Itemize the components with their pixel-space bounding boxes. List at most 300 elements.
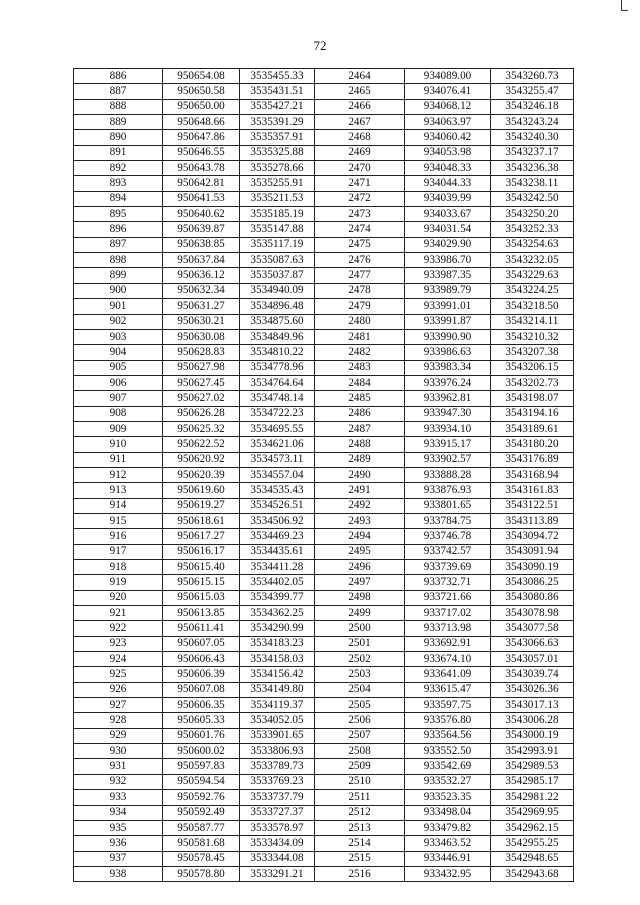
y-coordinate-left-cell: 3533434.09 [240, 836, 315, 851]
y-coordinate-right-cell: 3543122.51 [491, 498, 574, 513]
y-coordinate-right-cell: 3543224.25 [491, 283, 574, 298]
x-coordinate-right-cell: 933479.82 [405, 820, 491, 835]
point-number-right-cell: 2506 [315, 713, 405, 728]
point-number-right-cell: 2467 [315, 115, 405, 130]
point-number-right-cell: 2480 [315, 314, 405, 329]
x-coordinate-left-cell: 950627.02 [163, 391, 240, 406]
y-coordinate-left-cell: 3534778.96 [240, 360, 315, 375]
y-coordinate-right-cell: 3543238.11 [491, 176, 574, 191]
point-number-right-cell: 2474 [315, 222, 405, 237]
x-coordinate-left-cell: 950578.80 [163, 866, 240, 881]
table-row [74, 130, 574, 145]
point-number-left-cell: 902 [74, 314, 163, 329]
point-number-right-cell: 2507 [315, 728, 405, 743]
point-number-right-cell: 2481 [315, 329, 405, 344]
y-coordinate-left-cell: 3534149.80 [240, 682, 315, 697]
x-coordinate-right-cell: 934068.12 [405, 99, 491, 114]
x-coordinate-left-cell: 950620.92 [163, 452, 240, 467]
x-coordinate-left-cell: 950627.45 [163, 375, 240, 390]
x-coordinate-left-cell: 950638.85 [163, 237, 240, 252]
point-number-left-cell: 899 [74, 268, 163, 283]
y-coordinate-right-cell: 3543236.38 [491, 161, 574, 176]
y-coordinate-left-cell: 3535455.33 [240, 69, 315, 84]
y-coordinate-left-cell: 3534158.03 [240, 652, 315, 667]
point-number-right-cell: 2492 [315, 498, 405, 513]
table-row [74, 115, 574, 130]
x-coordinate-right-cell: 933742.57 [405, 544, 491, 559]
point-number-right-cell: 2493 [315, 513, 405, 528]
x-coordinate-right-cell: 933934.10 [405, 421, 491, 436]
point-number-left-cell: 933 [74, 790, 163, 805]
table-row [74, 69, 574, 84]
point-number-left-cell: 905 [74, 360, 163, 375]
x-coordinate-left-cell: 950605.33 [163, 713, 240, 728]
y-coordinate-left-cell: 3534695.55 [240, 421, 315, 436]
y-coordinate-left-cell: 3534573.11 [240, 452, 315, 467]
y-coordinate-left-cell: 3535147.88 [240, 222, 315, 237]
y-coordinate-left-cell: 3533901.65 [240, 728, 315, 743]
x-coordinate-left-cell: 950616.17 [163, 544, 240, 559]
x-coordinate-left-cell: 950627.98 [163, 360, 240, 375]
table-row [74, 237, 574, 252]
x-coordinate-left-cell: 950626.28 [163, 406, 240, 421]
x-coordinate-right-cell: 933542.69 [405, 759, 491, 774]
point-number-right-cell: 2473 [315, 207, 405, 222]
point-number-left-cell: 909 [74, 421, 163, 436]
x-coordinate-left-cell: 950611.41 [163, 621, 240, 636]
y-coordinate-right-cell: 3543078.98 [491, 606, 574, 621]
y-coordinate-right-cell: 3543194.16 [491, 406, 574, 421]
y-coordinate-right-cell: 3543066.63 [491, 636, 574, 651]
point-number-right-cell: 2465 [315, 84, 405, 99]
x-coordinate-right-cell: 933987.35 [405, 268, 491, 283]
y-coordinate-right-cell: 3543039.74 [491, 667, 574, 682]
y-coordinate-right-cell: 3542985.17 [491, 774, 574, 789]
point-number-left-cell: 916 [74, 529, 163, 544]
y-coordinate-right-cell: 3543237.17 [491, 145, 574, 160]
y-coordinate-right-cell: 3543080.86 [491, 590, 574, 605]
table-row [74, 345, 574, 360]
table-row [74, 529, 574, 544]
x-coordinate-right-cell: 934033.67 [405, 207, 491, 222]
point-number-left-cell: 892 [74, 161, 163, 176]
y-coordinate-left-cell: 3534290.99 [240, 621, 315, 636]
x-coordinate-right-cell: 933532.27 [405, 774, 491, 789]
y-coordinate-right-cell: 3542943.68 [491, 866, 574, 881]
x-coordinate-left-cell: 950639.87 [163, 222, 240, 237]
y-coordinate-right-cell: 3543210.32 [491, 329, 574, 344]
point-number-left-cell: 928 [74, 713, 163, 728]
y-coordinate-left-cell: 3534940.09 [240, 283, 315, 298]
x-coordinate-right-cell: 934029.90 [405, 237, 491, 252]
x-coordinate-left-cell: 950594.54 [163, 774, 240, 789]
point-number-left-cell: 935 [74, 820, 163, 835]
point-number-right-cell: 2505 [315, 698, 405, 713]
point-number-right-cell: 2483 [315, 360, 405, 375]
point-number-right-cell: 2496 [315, 560, 405, 575]
x-coordinate-left-cell: 950600.02 [163, 744, 240, 759]
y-coordinate-right-cell: 3543250.20 [491, 207, 574, 222]
y-coordinate-left-cell: 3534764.64 [240, 375, 315, 390]
y-coordinate-left-cell: 3535278.66 [240, 161, 315, 176]
x-coordinate-left-cell: 950646.55 [163, 145, 240, 160]
y-coordinate-right-cell: 3543057.01 [491, 652, 574, 667]
x-coordinate-right-cell: 933498.04 [405, 805, 491, 820]
point-number-left-cell: 936 [74, 836, 163, 851]
table-row [74, 268, 574, 283]
x-coordinate-right-cell: 933876.93 [405, 483, 491, 498]
y-coordinate-left-cell: 3534183.23 [240, 636, 315, 651]
point-number-right-cell: 2478 [315, 283, 405, 298]
y-coordinate-left-cell: 3534526.51 [240, 498, 315, 513]
y-coordinate-left-cell: 3534119.37 [240, 698, 315, 713]
x-coordinate-left-cell: 950578.45 [163, 851, 240, 866]
point-number-right-cell: 2491 [315, 483, 405, 498]
point-number-left-cell: 900 [74, 283, 163, 298]
y-coordinate-left-cell: 3534399.77 [240, 590, 315, 605]
table-row [74, 176, 574, 191]
point-number-left-cell: 907 [74, 391, 163, 406]
x-coordinate-right-cell: 934060.42 [405, 130, 491, 145]
y-coordinate-right-cell: 3543260.73 [491, 69, 574, 84]
point-number-left-cell: 929 [74, 728, 163, 743]
table-row [74, 759, 574, 774]
point-number-left-cell: 920 [74, 590, 163, 605]
table-row [74, 513, 574, 528]
x-coordinate-right-cell: 933976.24 [405, 375, 491, 390]
point-number-right-cell: 2476 [315, 253, 405, 268]
table-row [74, 682, 574, 697]
x-coordinate-right-cell: 934044.33 [405, 176, 491, 191]
point-number-right-cell: 2472 [315, 191, 405, 206]
point-number-left-cell: 891 [74, 145, 163, 160]
table-row [74, 575, 574, 590]
x-coordinate-right-cell: 933576.80 [405, 713, 491, 728]
y-coordinate-right-cell: 3543017.13 [491, 698, 574, 713]
y-coordinate-left-cell: 3534896.48 [240, 299, 315, 314]
point-number-right-cell: 2485 [315, 391, 405, 406]
point-number-right-cell: 2498 [315, 590, 405, 605]
y-coordinate-left-cell: 3535255.91 [240, 176, 315, 191]
table-row [74, 406, 574, 421]
y-coordinate-right-cell: 3542969.95 [491, 805, 574, 820]
point-number-left-cell: 911 [74, 452, 163, 467]
point-number-right-cell: 2512 [315, 805, 405, 820]
y-coordinate-left-cell: 3534748.14 [240, 391, 315, 406]
point-number-left-cell: 917 [74, 544, 163, 559]
point-number-right-cell: 2510 [315, 774, 405, 789]
point-number-left-cell: 890 [74, 130, 163, 145]
point-number-left-cell: 914 [74, 498, 163, 513]
x-coordinate-left-cell: 950625.32 [163, 421, 240, 436]
table-row [74, 207, 574, 222]
x-coordinate-left-cell: 950615.15 [163, 575, 240, 590]
point-number-right-cell: 2469 [315, 145, 405, 160]
x-coordinate-left-cell: 950637.84 [163, 253, 240, 268]
point-number-left-cell: 919 [74, 575, 163, 590]
table-row [74, 560, 574, 575]
x-coordinate-right-cell: 933721.66 [405, 590, 491, 605]
y-coordinate-left-cell: 3534506.92 [240, 513, 315, 528]
coordinates-table-body [74, 69, 574, 882]
corner-mark [621, 0, 628, 11]
y-coordinate-right-cell: 3543180.20 [491, 437, 574, 452]
y-coordinate-right-cell: 3543086.25 [491, 575, 574, 590]
y-coordinate-left-cell: 3535325.88 [240, 145, 315, 160]
y-coordinate-left-cell: 3533727.37 [240, 805, 315, 820]
x-coordinate-left-cell: 950648.66 [163, 115, 240, 130]
table-row [74, 774, 574, 789]
point-number-right-cell: 2479 [315, 299, 405, 314]
table-row [74, 329, 574, 344]
x-coordinate-left-cell: 950592.49 [163, 805, 240, 820]
point-number-right-cell: 2489 [315, 452, 405, 467]
point-number-left-cell: 895 [74, 207, 163, 222]
x-coordinate-right-cell: 933446.91 [405, 851, 491, 866]
y-coordinate-right-cell: 3543218.50 [491, 299, 574, 314]
x-coordinate-left-cell: 950615.03 [163, 590, 240, 605]
point-number-right-cell: 2475 [315, 237, 405, 252]
table-row [74, 820, 574, 835]
point-number-right-cell: 2503 [315, 667, 405, 682]
y-coordinate-left-cell: 3534722.23 [240, 406, 315, 421]
y-coordinate-left-cell: 3533789.73 [240, 759, 315, 774]
point-number-left-cell: 922 [74, 621, 163, 636]
x-coordinate-right-cell: 933523.35 [405, 790, 491, 805]
table-row [74, 283, 574, 298]
x-coordinate-right-cell: 933692.91 [405, 636, 491, 651]
point-number-left-cell: 897 [74, 237, 163, 252]
point-number-left-cell: 912 [74, 467, 163, 482]
y-coordinate-right-cell: 3543094.72 [491, 529, 574, 544]
y-coordinate-left-cell: 3534849.96 [240, 329, 315, 344]
point-number-right-cell: 2484 [315, 375, 405, 390]
point-number-left-cell: 915 [74, 513, 163, 528]
page-number: 72 [313, 38, 327, 53]
x-coordinate-right-cell: 934076.41 [405, 84, 491, 99]
y-coordinate-left-cell: 3534557.04 [240, 467, 315, 482]
point-number-left-cell: 930 [74, 744, 163, 759]
y-coordinate-right-cell: 3543189.61 [491, 421, 574, 436]
y-coordinate-left-cell: 3534810.22 [240, 345, 315, 360]
y-coordinate-right-cell: 3543090.19 [491, 560, 574, 575]
point-number-right-cell: 2513 [315, 820, 405, 835]
x-coordinate-left-cell: 950640.62 [163, 207, 240, 222]
point-number-right-cell: 2487 [315, 421, 405, 436]
point-number-right-cell: 2466 [315, 99, 405, 114]
x-coordinate-right-cell: 933902.57 [405, 452, 491, 467]
y-coordinate-left-cell: 3533578.97 [240, 820, 315, 835]
y-coordinate-right-cell: 3543113.89 [491, 513, 574, 528]
x-coordinate-left-cell: 950607.05 [163, 636, 240, 651]
y-coordinate-left-cell: 3533737.79 [240, 790, 315, 805]
x-coordinate-left-cell: 950630.21 [163, 314, 240, 329]
y-coordinate-left-cell: 3534875.60 [240, 314, 315, 329]
x-coordinate-left-cell: 950619.27 [163, 498, 240, 513]
x-coordinate-left-cell: 950606.39 [163, 667, 240, 682]
y-coordinate-right-cell: 3543026.36 [491, 682, 574, 697]
y-coordinate-right-cell: 3543206.15 [491, 360, 574, 375]
y-coordinate-left-cell: 3534621.06 [240, 437, 315, 452]
y-coordinate-left-cell: 3534435.61 [240, 544, 315, 559]
x-coordinate-right-cell: 933986.63 [405, 345, 491, 360]
x-coordinate-left-cell: 950613.85 [163, 606, 240, 621]
point-number-left-cell: 903 [74, 329, 163, 344]
y-coordinate-right-cell: 3543006.28 [491, 713, 574, 728]
table-row [74, 744, 574, 759]
x-coordinate-right-cell: 933990.90 [405, 329, 491, 344]
x-coordinate-right-cell: 933983.34 [405, 360, 491, 375]
x-coordinate-left-cell: 950650.58 [163, 84, 240, 99]
y-coordinate-right-cell: 3542981.22 [491, 790, 574, 805]
point-number-left-cell: 924 [74, 652, 163, 667]
y-coordinate-left-cell: 3533806.93 [240, 744, 315, 759]
x-coordinate-right-cell: 933713.98 [405, 621, 491, 636]
table-row [74, 698, 574, 713]
x-coordinate-right-cell: 933641.09 [405, 667, 491, 682]
point-number-right-cell: 2490 [315, 467, 405, 482]
x-coordinate-left-cell: 950636.12 [163, 268, 240, 283]
point-number-right-cell: 2468 [315, 130, 405, 145]
x-coordinate-right-cell: 933989.79 [405, 283, 491, 298]
point-number-left-cell: 896 [74, 222, 163, 237]
y-coordinate-right-cell: 3543207.38 [491, 345, 574, 360]
point-number-right-cell: 2500 [315, 621, 405, 636]
x-coordinate-left-cell: 950641.53 [163, 191, 240, 206]
y-coordinate-left-cell: 3535087.63 [240, 253, 315, 268]
x-coordinate-right-cell: 933801.65 [405, 498, 491, 513]
point-number-left-cell: 888 [74, 99, 163, 114]
x-coordinate-right-cell: 934048.33 [405, 161, 491, 176]
point-number-left-cell: 918 [74, 560, 163, 575]
table-row [74, 421, 574, 436]
y-coordinate-right-cell: 3543202.73 [491, 375, 574, 390]
y-coordinate-left-cell: 3533769.23 [240, 774, 315, 789]
point-number-left-cell: 906 [74, 375, 163, 390]
y-coordinate-left-cell: 3533344.08 [240, 851, 315, 866]
table-row [74, 222, 574, 237]
x-coordinate-right-cell: 933746.78 [405, 529, 491, 544]
table-row [74, 299, 574, 314]
table-row [74, 851, 574, 866]
table-row [74, 713, 574, 728]
y-coordinate-right-cell: 3543240.30 [491, 130, 574, 145]
point-number-right-cell: 2502 [315, 652, 405, 667]
y-coordinate-left-cell: 3534469.23 [240, 529, 315, 544]
y-coordinate-right-cell: 3543254.63 [491, 237, 574, 252]
x-coordinate-right-cell: 933915.17 [405, 437, 491, 452]
table-row [74, 636, 574, 651]
y-coordinate-right-cell: 3543000.19 [491, 728, 574, 743]
point-number-left-cell: 934 [74, 805, 163, 820]
y-coordinate-left-cell: 3534362.25 [240, 606, 315, 621]
y-coordinate-right-cell: 3543161.83 [491, 483, 574, 498]
y-coordinate-left-cell: 3535185.19 [240, 207, 315, 222]
y-coordinate-right-cell: 3542993.91 [491, 744, 574, 759]
point-number-left-cell: 923 [74, 636, 163, 651]
y-coordinate-right-cell: 3543246.18 [491, 99, 574, 114]
x-coordinate-right-cell: 933564.56 [405, 728, 491, 743]
table-row [74, 314, 574, 329]
x-coordinate-right-cell: 933784.75 [405, 513, 491, 528]
point-number-left-cell: 931 [74, 759, 163, 774]
point-number-right-cell: 2515 [315, 851, 405, 866]
point-number-left-cell: 926 [74, 682, 163, 697]
x-coordinate-left-cell: 950601.76 [163, 728, 240, 743]
point-number-right-cell: 2470 [315, 161, 405, 176]
table-row [74, 99, 574, 114]
x-coordinate-right-cell: 933732.71 [405, 575, 491, 590]
point-number-right-cell: 2504 [315, 682, 405, 697]
x-coordinate-left-cell: 950631.27 [163, 299, 240, 314]
point-number-left-cell: 893 [74, 176, 163, 191]
x-coordinate-right-cell: 933986.70 [405, 253, 491, 268]
x-coordinate-left-cell: 950647.86 [163, 130, 240, 145]
x-coordinate-left-cell: 950618.61 [163, 513, 240, 528]
x-coordinate-left-cell: 950643.78 [163, 161, 240, 176]
y-coordinate-right-cell: 3543168.94 [491, 467, 574, 482]
x-coordinate-left-cell: 950622.52 [163, 437, 240, 452]
x-coordinate-right-cell: 934089.00 [405, 69, 491, 84]
x-coordinate-left-cell: 950607.08 [163, 682, 240, 697]
point-number-right-cell: 2464 [315, 69, 405, 84]
x-coordinate-left-cell: 950592.76 [163, 790, 240, 805]
point-number-left-cell: 904 [74, 345, 163, 360]
y-coordinate-left-cell: 3535357.91 [240, 130, 315, 145]
point-number-left-cell: 889 [74, 115, 163, 130]
y-coordinate-left-cell: 3535037.87 [240, 268, 315, 283]
point-number-left-cell: 938 [74, 866, 163, 881]
point-number-left-cell: 910 [74, 437, 163, 452]
table-row [74, 836, 574, 851]
y-coordinate-right-cell: 3543255.47 [491, 84, 574, 99]
x-coordinate-left-cell: 950597.83 [163, 759, 240, 774]
point-number-right-cell: 2494 [315, 529, 405, 544]
x-coordinate-left-cell: 950654.08 [163, 69, 240, 84]
x-coordinate-left-cell: 950581.68 [163, 836, 240, 851]
y-coordinate-right-cell: 3543252.33 [491, 222, 574, 237]
y-coordinate-left-cell: 3534411.28 [240, 560, 315, 575]
y-coordinate-right-cell: 3543077.58 [491, 621, 574, 636]
table-row [74, 360, 574, 375]
y-coordinate-left-cell: 3534535.43 [240, 483, 315, 498]
point-number-right-cell: 2471 [315, 176, 405, 191]
point-number-left-cell: 925 [74, 667, 163, 682]
point-number-left-cell: 894 [74, 191, 163, 206]
x-coordinate-left-cell: 950642.81 [163, 176, 240, 191]
y-coordinate-right-cell: 3542955.25 [491, 836, 574, 851]
table-row [74, 452, 574, 467]
y-coordinate-right-cell: 3543229.63 [491, 268, 574, 283]
x-coordinate-right-cell: 933991.87 [405, 314, 491, 329]
x-coordinate-right-cell: 933991.01 [405, 299, 491, 314]
coordinates-table [73, 68, 574, 882]
table-row [74, 590, 574, 605]
x-coordinate-right-cell: 933597.75 [405, 698, 491, 713]
point-number-right-cell: 2497 [315, 575, 405, 590]
x-coordinate-left-cell: 950617.27 [163, 529, 240, 544]
point-number-right-cell: 2486 [315, 406, 405, 421]
y-coordinate-right-cell: 3542962.15 [491, 820, 574, 835]
table-row [74, 498, 574, 513]
y-coordinate-right-cell: 3542948.65 [491, 851, 574, 866]
x-coordinate-right-cell: 933463.52 [405, 836, 491, 851]
y-coordinate-right-cell: 3543232.05 [491, 253, 574, 268]
x-coordinate-right-cell: 933432.95 [405, 866, 491, 881]
point-number-left-cell: 886 [74, 69, 163, 84]
table-row [74, 606, 574, 621]
y-coordinate-right-cell: 3543242.50 [491, 191, 574, 206]
